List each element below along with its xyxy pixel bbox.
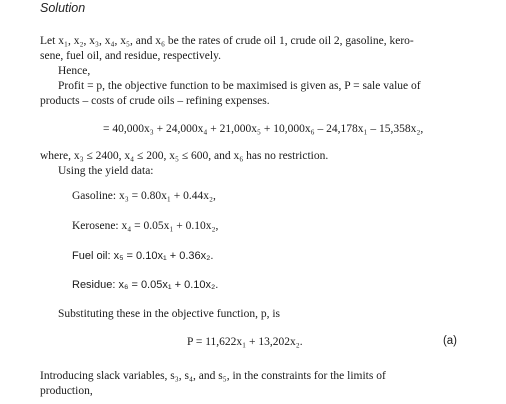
intro-line-1: Let x₁, x₂, x₃, x₄, x₅, and x₆ be the rates of crude oil 1, crude oil 2, gasoline, kero- — [40, 35, 414, 47]
gasoline-yield: Gasoline: x₃ = 0.80x₁ + 0.44x₂, — [72, 190, 216, 202]
solution-heading: Solution — [40, 1, 86, 15]
profit-line-2: products – costs of crude oils – refining expenses. — [40, 95, 270, 107]
intro-line-2: sene, fuel oil, and residue, respectively. — [40, 50, 221, 62]
hence-line: Hence, — [58, 65, 91, 77]
slack-line-2: production, — [40, 385, 93, 397]
equation-label: (a) — [442, 335, 457, 347]
residue-yield: Residue: x₆ = 0.05x₁ + 0.10x₂. — [72, 279, 219, 291]
slack-line-1: Introducing slack variables, s₃, s₄, and s₅, in the constraints for the limits of — [40, 370, 386, 382]
substituting-line: Substituting these in the objective function, p, is — [58, 308, 280, 320]
yield-intro: Using the yield data: — [58, 165, 154, 177]
constraints-line: where, x₃ ≤ 2400, x₄ ≤ 200, x₅ ≤ 600, and x₆ has no restriction. — [40, 150, 329, 162]
profit-line-1: Profit = p, the objective function to be maximised is given as, P = sale value of — [58, 80, 421, 92]
kerosene-yield: Kerosene: x₄ = 0.05x₁ + 0.10x₂, — [72, 220, 219, 232]
final-equation: P = 11,622x₁ + 13,202x₂. — [187, 336, 303, 348]
objective-equation: = 40,000x₃ + 24,000x₄ + 21,000x₅ + 10,000x₆ – 24,178x₁ – 15,358x₂, — [103, 123, 424, 135]
fuel-oil-yield: Fuel oil: x₅ = 0.10x₁ + 0.36x₂. — [72, 250, 214, 262]
